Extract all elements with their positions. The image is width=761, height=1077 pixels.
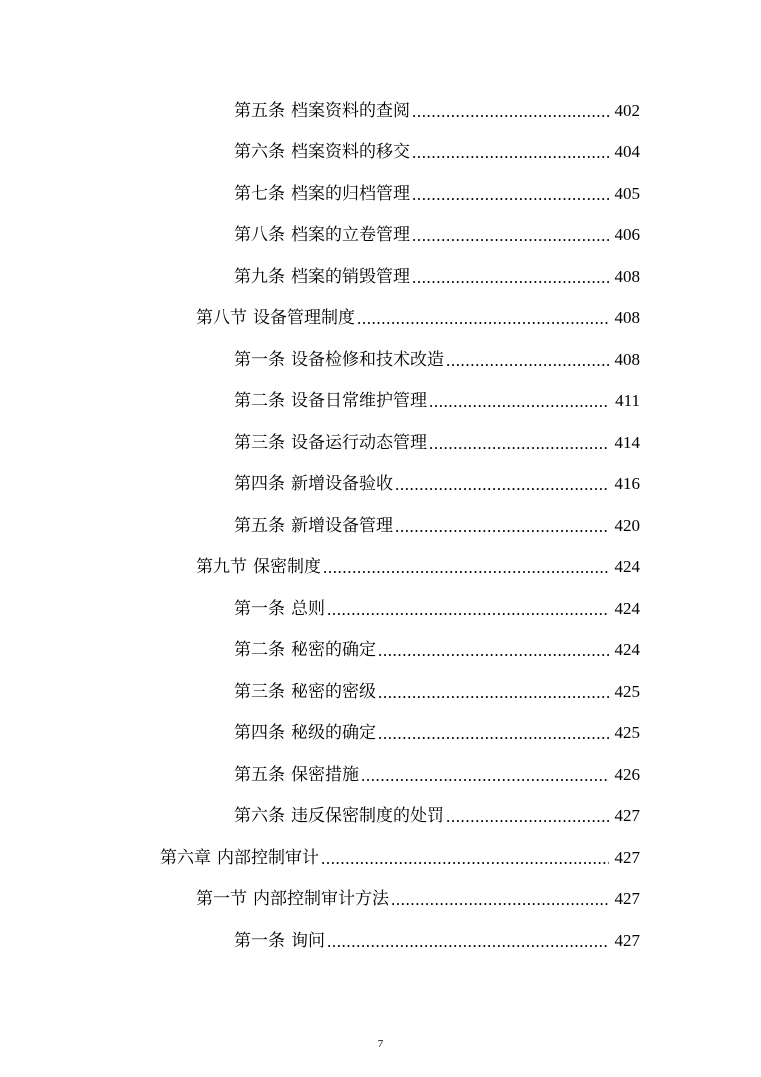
toc-entry-text: 新增设备验收 bbox=[291, 474, 393, 495]
toc-entry-number: 第三条 bbox=[234, 681, 285, 702]
toc-entry-text: 档案资料的移交 bbox=[291, 142, 410, 163]
page-number: 7 bbox=[377, 1038, 384, 1050]
toc-entry-title bbox=[234, 723, 376, 743]
toc-entry-page: 425 bbox=[614, 681, 640, 701]
toc-leader-dots bbox=[361, 766, 609, 786]
toc-entry-number: 第五条 bbox=[234, 515, 285, 536]
toc-entry-page: 427 bbox=[614, 806, 640, 826]
toc-entry[interactable] bbox=[0, 879, 761, 921]
toc-entry[interactable] bbox=[0, 381, 761, 423]
toc-entry-number: 第一条 bbox=[234, 349, 285, 370]
toc-leader-dots bbox=[412, 185, 609, 205]
toc-leader-dots bbox=[412, 268, 609, 288]
toc-entry-title bbox=[234, 765, 359, 785]
toc-entry-page: 402 bbox=[614, 100, 640, 120]
toc-leader-dots bbox=[357, 309, 609, 329]
toc-entry-page: 427 bbox=[614, 847, 640, 867]
toc-entry[interactable] bbox=[0, 671, 761, 713]
toc-entry-title bbox=[234, 433, 427, 453]
toc-leader-dots bbox=[395, 517, 609, 537]
toc-entry-title bbox=[234, 931, 325, 951]
toc-entry[interactable] bbox=[0, 464, 761, 506]
toc-entry[interactable] bbox=[0, 132, 761, 174]
toc-entry-number: 第三条 bbox=[234, 432, 285, 453]
toc-entry-text: 设备管理制度 bbox=[253, 308, 355, 329]
toc-entry-number: 第一条 bbox=[234, 930, 285, 951]
toc-entry-title bbox=[234, 599, 325, 619]
toc-leader-dots bbox=[327, 600, 609, 620]
toc-entry-number: 第二条 bbox=[234, 391, 285, 412]
toc-entry-number: 第六章 bbox=[160, 847, 211, 868]
toc-entry-text: 总则 bbox=[291, 598, 325, 619]
toc-entry[interactable] bbox=[0, 713, 761, 755]
toc-entry-text: 设备日常维护管理 bbox=[291, 391, 427, 412]
toc-entry-text: 内部控制审计方法 bbox=[253, 889, 389, 910]
toc-entry-text: 秘级的确定 bbox=[291, 723, 376, 744]
toc-entry[interactable] bbox=[0, 547, 761, 589]
toc-leader-dots bbox=[429, 392, 609, 412]
toc-entry-title bbox=[234, 350, 444, 370]
toc-entry-page: 406 bbox=[614, 225, 640, 245]
toc-entry-number: 第八条 bbox=[234, 225, 285, 246]
toc-entry-number: 第五条 bbox=[234, 764, 285, 785]
toc-entry-number: 第五条 bbox=[234, 100, 285, 121]
toc-entry-page: 424 bbox=[614, 640, 640, 660]
toc-leader-dots bbox=[412, 102, 609, 122]
toc-entry-number: 第九条 bbox=[234, 266, 285, 287]
toc-entry-title bbox=[196, 557, 321, 577]
toc-entry-page: 408 bbox=[614, 308, 640, 328]
toc-entry-text: 档案资料的查阅 bbox=[291, 100, 410, 121]
toc-entry[interactable] bbox=[0, 837, 761, 879]
toc-entry-page: 408 bbox=[614, 349, 640, 369]
toc-entry[interactable] bbox=[0, 422, 761, 464]
toc-entry-page: 420 bbox=[614, 515, 640, 535]
toc-entry-page: 427 bbox=[614, 930, 640, 950]
toc-entry-title bbox=[234, 267, 410, 287]
toc-entry-text: 秘密的确定 bbox=[291, 640, 376, 661]
toc-entry-text: 保密措施 bbox=[291, 764, 359, 785]
toc-entry-text: 设备运行动态管理 bbox=[291, 432, 427, 453]
toc-entry-text: 违反保密制度的处罚 bbox=[291, 806, 444, 827]
toc-entry-title bbox=[234, 640, 376, 660]
toc-entry-text: 档案的归档管理 bbox=[291, 183, 410, 204]
toc-leader-dots bbox=[395, 475, 609, 495]
toc-entry-number: 第六条 bbox=[234, 806, 285, 827]
toc-entry-text: 保密制度 bbox=[253, 557, 321, 578]
toc-leader-dots bbox=[378, 724, 609, 744]
toc-entry-title bbox=[196, 308, 355, 328]
toc-entry-title bbox=[234, 516, 393, 536]
toc-leader-dots bbox=[446, 807, 609, 827]
toc-entry-title bbox=[234, 142, 410, 162]
toc-entry-text: 内部控制审计 bbox=[217, 847, 319, 868]
toc-entry-title bbox=[234, 682, 376, 702]
toc-entry-text: 秘密的密级 bbox=[291, 681, 376, 702]
toc-leader-dots bbox=[321, 849, 609, 869]
toc-entry-page: 424 bbox=[614, 557, 640, 577]
toc-entry-text: 询问 bbox=[291, 930, 325, 951]
toc-entry-number: 第七条 bbox=[234, 183, 285, 204]
toc-entry[interactable] bbox=[0, 173, 761, 215]
table-of-contents bbox=[0, 90, 761, 962]
toc-entry[interactable] bbox=[0, 754, 761, 796]
toc-entry-page: 426 bbox=[614, 764, 640, 784]
toc-entry[interactable] bbox=[0, 588, 761, 630]
toc-leader-dots bbox=[412, 226, 609, 246]
toc-entry-title bbox=[234, 184, 410, 204]
toc-entry-title bbox=[196, 889, 389, 909]
toc-entry-title bbox=[234, 225, 410, 245]
toc-entry-page: 414 bbox=[614, 432, 640, 452]
toc-entry[interactable] bbox=[0, 215, 761, 257]
toc-leader-dots bbox=[327, 932, 609, 952]
toc-entry-page: 405 bbox=[614, 183, 640, 203]
toc-entry-title bbox=[234, 391, 427, 411]
toc-leader-dots bbox=[391, 890, 609, 910]
toc-entry-page: 425 bbox=[614, 723, 640, 743]
toc-entry-title bbox=[234, 101, 410, 121]
toc-entry-number: 第四条 bbox=[234, 474, 285, 495]
toc-entry-number: 第八节 bbox=[196, 308, 247, 329]
toc-entry-page: 427 bbox=[614, 889, 640, 909]
toc-entry-page: 416 bbox=[614, 474, 640, 494]
toc-entry[interactable] bbox=[0, 505, 761, 547]
toc-entry-page: 424 bbox=[614, 598, 640, 618]
toc-entry[interactable] bbox=[0, 630, 761, 672]
toc-entry-number: 第九节 bbox=[196, 557, 247, 578]
toc-entry-title bbox=[160, 848, 319, 868]
toc-entry-text: 档案的立卷管理 bbox=[291, 225, 410, 246]
toc-entry[interactable] bbox=[0, 256, 761, 298]
toc-entry-number: 第一条 bbox=[234, 598, 285, 619]
toc-entry-text: 设备检修和技术改造 bbox=[291, 349, 444, 370]
toc-entry-text: 档案的销毁管理 bbox=[291, 266, 410, 287]
toc-entry-number: 第四条 bbox=[234, 723, 285, 744]
toc-entry[interactable] bbox=[0, 90, 761, 132]
toc-entry-number: 第六条 bbox=[234, 142, 285, 163]
toc-entry-number: 第一节 bbox=[196, 889, 247, 910]
toc-leader-dots bbox=[429, 434, 609, 454]
toc-entry[interactable] bbox=[0, 920, 761, 962]
toc-entry-title bbox=[234, 474, 393, 494]
toc-entry-page: 411 bbox=[615, 391, 640, 411]
toc-entry[interactable] bbox=[0, 339, 761, 381]
toc-leader-dots bbox=[446, 351, 609, 371]
toc-entry-number: 第二条 bbox=[234, 640, 285, 661]
toc-leader-dots bbox=[323, 558, 609, 578]
toc-leader-dots bbox=[378, 641, 609, 661]
toc-entry-page: 404 bbox=[614, 142, 640, 162]
toc-entry[interactable] bbox=[0, 298, 761, 340]
toc-leader-dots bbox=[412, 143, 609, 163]
toc-entry[interactable] bbox=[0, 796, 761, 838]
toc-entry-page: 408 bbox=[614, 266, 640, 286]
toc-leader-dots bbox=[378, 683, 609, 703]
toc-entry-title bbox=[234, 806, 444, 826]
toc-entry-text: 新增设备管理 bbox=[291, 515, 393, 536]
